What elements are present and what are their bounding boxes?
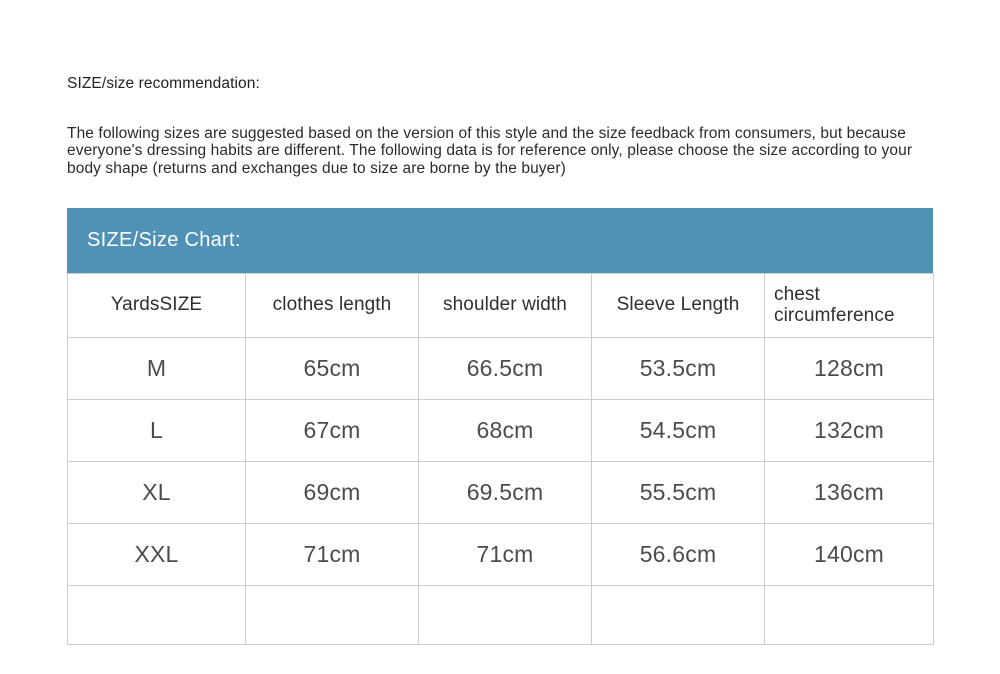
header-cell-clothes-length: clothes length xyxy=(246,273,419,337)
size-cell xyxy=(68,585,246,644)
chest-circumference-cell: 128cm xyxy=(765,337,934,399)
header-cell-sleeve-length: Sleeve Length xyxy=(592,273,765,337)
section-title: SIZE/size recommendation: xyxy=(67,75,260,92)
table-header-row xyxy=(68,273,934,337)
shoulder-width-cell xyxy=(419,585,592,644)
shoulder-width-cell: 69.5cm xyxy=(419,461,592,523)
table-row-empty xyxy=(68,585,934,644)
size-cell: XL xyxy=(68,461,246,523)
size-cell: L xyxy=(68,399,246,461)
header-cell-size: YardsSIZE xyxy=(68,273,246,337)
header-cell-chest-circumference: chest circumference xyxy=(765,273,934,337)
size-cell: XXL xyxy=(68,523,246,585)
table-row-l xyxy=(68,399,934,461)
size-chart-table xyxy=(67,273,934,645)
table-row-xl xyxy=(68,461,934,523)
shoulder-width-cell: 66.5cm xyxy=(419,337,592,399)
clothes-length-cell: 71cm xyxy=(246,523,419,585)
size-chart-banner xyxy=(67,208,933,273)
size-cell: M xyxy=(68,337,246,399)
clothes-length-cell xyxy=(246,585,419,644)
table-row-m xyxy=(68,337,934,399)
clothes-length-cell: 69cm xyxy=(246,461,419,523)
sleeve-length-cell: 56.6cm xyxy=(592,523,765,585)
shoulder-width-cell: 71cm xyxy=(419,523,592,585)
sleeve-length-cell: 54.5cm xyxy=(592,399,765,461)
table-row-xxl xyxy=(68,523,934,585)
clothes-length-cell: 67cm xyxy=(246,399,419,461)
chest-circumference-cell: 132cm xyxy=(765,399,934,461)
sleeve-length-cell: 53.5cm xyxy=(592,337,765,399)
sleeve-length-cell xyxy=(592,585,765,644)
chest-circumference-cell: 140cm xyxy=(765,523,934,585)
header-cell-shoulder-width: shoulder width xyxy=(419,273,592,337)
chest-circumference-cell xyxy=(765,585,934,644)
size-description-text: The following sizes are suggested based on the version of this style and the size feedback from consumers, but because everyone's dressing habits are different. The following data is for reference only, please choose the size according to your body shape (returns and exchanges due to size are borne by the buyer) xyxy=(67,125,913,177)
clothes-length-cell: 65cm xyxy=(246,337,419,399)
sleeve-length-cell: 55.5cm xyxy=(592,461,765,523)
size-chart-banner-title: SIZE/Size Chart: xyxy=(87,228,241,251)
shoulder-width-cell: 68cm xyxy=(419,399,592,461)
chest-circumference-cell: 136cm xyxy=(765,461,934,523)
